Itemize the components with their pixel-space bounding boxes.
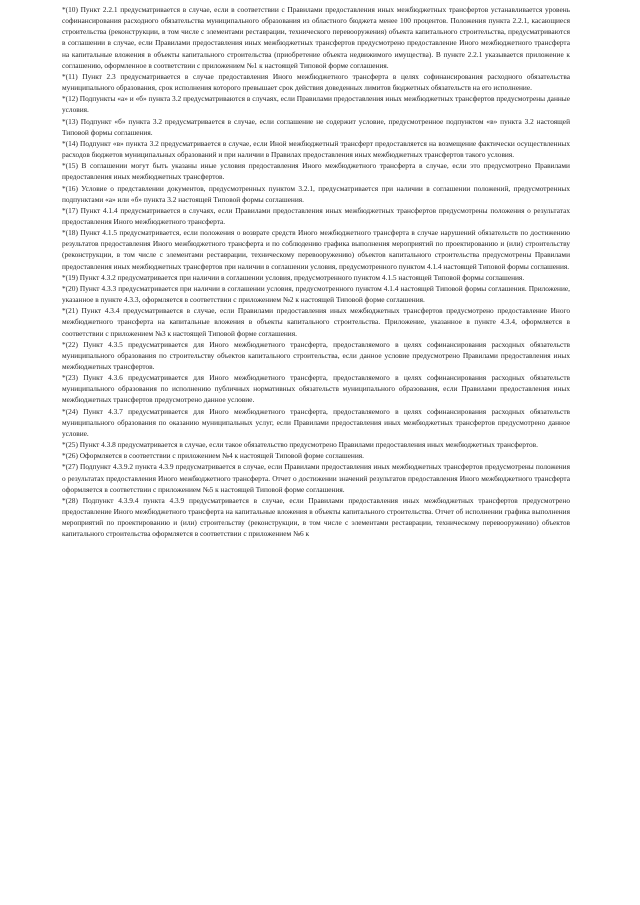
footnote-26: *(26) Оформляется в соответствии с приложением №4 к настоящей Типовой форме соглашения. <box>62 451 364 461</box>
footnote-18: *(18) Пункт 4.1.5 предусматривается, если положения о возврате средств Иного межбюджетного трансферта в случае нарушений обязательств по достижению результатов предоставления Иного межбюджетного трансферта и по соблюдению графика выполнения мероприятий по проектированию и (или) строительству (реконструкции, в том числе с элементами реставрации, техническому перевооружению) объектов капитального строительства предусмотрены Правилами предоставления иных межбюджетных трансфертов при наличии в соглашении условия, предусмотренного пунктом 4.1.4 настоящей Типовой формы соглашения. <box>62 228 570 271</box>
footnote-24: *(24) Пункт 4.3.7 предусматривается для Иного межбюджетного трансферта, предоставляемого в целях софинансирования расходных обязательств муниципального образования по оказанию муниципальных услуг, если Правилами предоставления иных межбюджетных трансфертов предусмотрено данное условие. <box>62 406 570 438</box>
footnote-16: *(16) Условие о представлении документов, предусмотренных пунктом 3.2.1, предусматривается при наличии в соглашении положений, предусмотренных подпунктами «а» или «б» пункта 3.2 настоящей Типовой формы соглашения. <box>62 183 570 204</box>
footnote-15: *(15) В соглашении могут быть указаны иные условия предоставления Иного межбюджетного трансферта в случае, если это предусмотрено Правилами предоставления иных межбюджетных трансфертов. <box>62 161 570 182</box>
footnote-11: *(11) Пункт 2.3 предусматривается в случае предоставления Иного межбюджетного трансферта в целях софинансирования расходного обязательства муниципального образования, срок исполнения которого превышает срок действия доведенных лимитов бюджетных обязательств на его исполнение. <box>62 71 570 93</box>
footnote-28: *(28) Подпункт 4.3.9.4 пункта 4.3.9 предусматривается в случае, если Правилами предоставления иных межбюджетных трансфертов предусмотрено предоставление Иного межбюджетного трансферта на капитальные вложения в объекты капитального строительства. Отчет об исполнении графика выполнения мероприятий по проектированию и (или) строительству (реконструкции, в том числе с элементами реставрации, техническому перевооружению) объектов капитального строительства оформляется в соответствии с приложением №6 к <box>62 495 570 539</box>
footnote-27: *(27) Подпункт 4.3.9.2 пункта 4.3.9 предусматривается в случае, если Правилами предоставления иных межбюджетных трансфертов предусмотрены положения о результатах предоставления Иного межбюджетного трансферта. Отчет о достижении значений результатов предоставления Иного межбюджетного трансферта оформляется в соответствии с приложением №5 к настоящей Типовой форме соглашения. <box>62 462 570 494</box>
footnote-17: *(17) Пункт 4.1.4 предусматривается в случаях, если Правилами предоставления иных межбюджетных трансфертов предусмотрены положения о результатах предоставления Иного межбюджетного трансферта. <box>62 205 570 226</box>
footnote-14: *(14) Подпункт «в» пункта 3.2 предусматривается в случае, если Иной межбюджетный трансферт предоставляется на возмещение фактически осуществленных расходов бюджетов муниципальных образований и при наличии в Правилах предоставления иных межбюджетных трансфертов такого условия. <box>62 138 570 160</box>
footnote-10: *(10) Пункт 2.2.1 предусматривается в случае, если в соответствии с Правилами предоставления иных межбюджетных трансфертов устанавливается уровень софинансирования расходного обязательства муниципального образования из областного бюджета менее 100 процентов. Положения пункта 2.2.1, касающиеся строительства (реконструкции, в том числе с элементами реставрации, технического перевооружения) объекта капитального строительства, предусматриваются в соглашении в случае, если Правилами предоставления иных межбюджетных трансфертов предусмотрено предоставление Иного межбюджетного трансферта на капитальные вложения в объекты капитального строительства (приобретение объекта недвижимого имущества). В пункте 2.2.1 указывается приложение к соглашению, оформленное в соответствии с приложением №1 к настоящей Типовой форме соглашения. <box>62 5 570 70</box>
footnote-20: *(20) Пункт 4.3.3 предусматривается при наличии в соглашении условия, предусмотренного пунктом 4.1.4 настоящей Типовой формы соглашения. Приложение, указанное в пункте 4.3.3, оформляется в соответствии с приложением №2 к настоящей Типовой форме соглашения. <box>62 283 570 305</box>
footnote-23: *(23) Пункт 4.3.6 предусматривается для Иного межбюджетного трансферта, предоставляемого в целях софинансирования расходных обязательств муниципального образования по исполнению публичных нормативных обязательств муниципального образования, если Правилами предоставления иных межбюджетных трансфертов предусмотрено данное условие. <box>62 373 570 405</box>
footnote-13: *(13) Подпункт «б» пункта 3.2 предусматривается в случае, если соглашение не содержит условие, предусмотренное подпунктом «в» пункта 3.2 настоящей Типовой формы соглашения. <box>62 116 570 137</box>
footnote-12: *(12) Подпункты «а» и «б» пункта 3.2 предусматриваются в случаях, если Правилами предоставления иных межбюджетных трансфертов предусмотрены данные условия. <box>62 94 570 115</box>
document-page <box>62 4 570 540</box>
footnote-25: *(25) Пункт 4.3.8 предусматривается в случае, если такое обязательство предусмотрено Правилами предоставления иных межбюджетных трансфертов. <box>62 440 538 450</box>
footnote-19: *(19) Пункт 4.3.2 предусматривается при наличии в соглашении условия, предусмотренного пунктом 4.1.5 настоящей Типовой формы соглашения. <box>62 272 525 282</box>
footnote-21: *(21) Пункт 4.3.4 предусматривается в случае, если Правилами предоставления иных межбюджетных трансфертов предусмотрено предоставление Иного межбюджетного трансферта на капитальные вложения в объекты капитального строительства. Приложение, указанное в пункте 4.3.4, оформляется в соответствии с приложением №3 к настоящей Типовой форме соглашения. <box>62 306 570 338</box>
footnote-22: *(22) Пункт 4.3.5 предусматривается для Иного межбюджетного трансферта, предоставляемого в целях софинансирования расходных обязательств муниципального образования по строительству объектов капитального строительства, если данное условие предусмотрено Правилами предоставления иных межбюджетных трансфертов. <box>62 339 570 371</box>
